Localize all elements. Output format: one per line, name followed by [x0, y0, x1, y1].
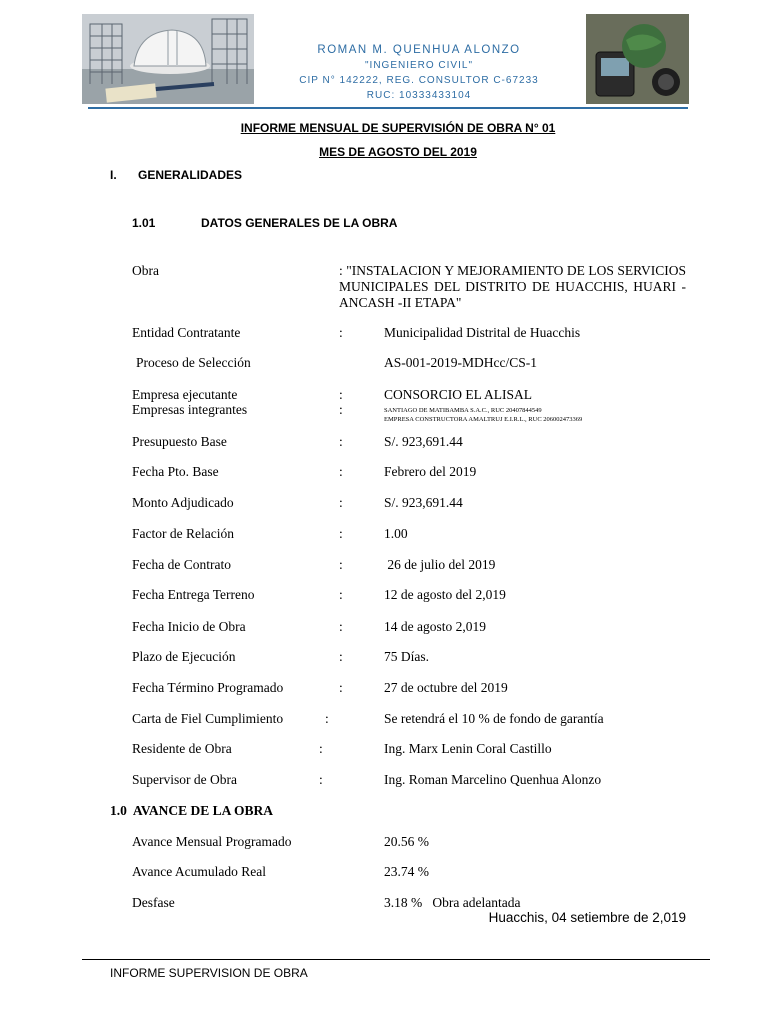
ejecutante-value: CONSORCIO EL ALISAL [384, 387, 533, 402]
desfase-value: 3.18 % Obra adelantada [384, 895, 521, 910]
plazo-label: Plazo de Ejecución [132, 649, 236, 664]
fecha-contrato-label: Fecha de Contrato [132, 557, 231, 572]
avance-real-label: Avance Acumulado Real [132, 864, 266, 879]
engineer-ruc: RUC: 10333433104 [366, 90, 472, 101]
obra-value: : "INSTALACION Y MEJORAMIENTO DE LOS SERVICIOS MUNICIPALES DEL DISTRITO DE HUACCHIS, HUARI - ANCASH -II ETAPA" [339, 263, 686, 310]
engineer-name: ROMAN M. QUENHUA ALONZO [317, 44, 521, 56]
fecha-pto-label: Fecha Pto. Base [132, 464, 219, 479]
supervisor-value: Ing. Roman Marcelino Quenhua Alonzo [384, 772, 602, 787]
section-number: I. [110, 168, 117, 182]
desfase-label: Desfase [132, 895, 175, 910]
carta-label: Carta de Fiel Cumplimiento [132, 711, 284, 726]
inicio-label: Fecha Inicio de Obra [132, 619, 246, 634]
proceso-label: Proceso de Selección [136, 355, 251, 370]
inicio-value: 14 de agosto 2,019 [384, 619, 486, 634]
entidad-value: Municipalidad Distrital de Huacchis [384, 325, 581, 340]
supervisor-label: Supervisor de Obra [132, 772, 237, 787]
carta-colon: : [325, 711, 329, 726]
monto-colon: : [339, 495, 343, 510]
fecha-contrato-value: 26 de julio del 2019 [384, 557, 496, 572]
proceso-value: AS-001-2019-MDHcc/CS-1 [384, 355, 537, 370]
ejecutante-label: Empresa ejecutante [132, 387, 238, 402]
ejecutante-colon: : [339, 387, 343, 402]
subsection-heading: DATOS GENERALES DE LA OBRA [201, 216, 398, 230]
termino-colon: : [339, 680, 343, 695]
carta-value: Se retendrá el 10 % de fondo de garantía [384, 711, 604, 726]
factor-colon: : [339, 526, 343, 541]
integrantes-colon: : [339, 402, 343, 417]
fecha-pto-colon: : [339, 464, 343, 479]
supervisor-colon: : [319, 772, 323, 787]
entrega-colon: : [339, 587, 343, 602]
fecha-contrato-colon: : [339, 557, 343, 572]
factor-label: Factor de Relación [132, 526, 234, 541]
section-heading: GENERALIDADES [138, 168, 243, 182]
header-rule [88, 107, 688, 109]
integrante-1: SANTIAGO DE MATIBAMBA S.A.C., RUC 20407844549 [384, 407, 542, 414]
presupuesto-colon: : [339, 434, 343, 449]
construction-logo-image [82, 14, 254, 104]
termino-value: 27 de octubre del 2019 [384, 680, 508, 695]
avance-programado-value: 20.56 % [384, 834, 429, 849]
residente-colon: : [319, 741, 323, 756]
residente-value: Ing. Marx Lenin Coral Castillo [384, 741, 552, 756]
surveying-equipment-image [586, 14, 689, 104]
avance-programado-label: Avance Mensual Programado [132, 834, 292, 849]
plazo-colon: : [339, 649, 343, 664]
footer-rule [82, 959, 710, 960]
footer-text: INFORME SUPERVISION DE OBRA [110, 966, 308, 980]
avance-heading: 1.0 AVANCE DE LA OBRA [110, 803, 274, 818]
residente-label: Residente de Obra [132, 741, 232, 756]
entrega-label: Fecha Entrega Terreno [132, 587, 255, 602]
presupuesto-label: Presupuesto Base [132, 434, 227, 449]
avance-real-value: 23.74 % [384, 864, 429, 879]
signature-date: Huacchis, 04 setiembre de 2,019 [488, 910, 686, 925]
presupuesto-value: S/. 923,691.44 [384, 434, 463, 449]
entrega-value: 12 de agosto del 2,019 [384, 587, 506, 602]
entidad-colon: : [339, 325, 343, 340]
integrantes-label: Empresas integrantes [132, 402, 248, 417]
monto-value: S/. 923,691.44 [384, 495, 463, 510]
entidad-label: Entidad Contratante [132, 325, 241, 340]
integrante-2: EMPRESA CONSTRUCTORA AMALTRUJ E.I.R.L., RUC 206002473369 [384, 416, 583, 423]
engineer-profession: "INGENIERO CIVIL" [364, 60, 473, 71]
fecha-pto-value: Febrero del 2019 [384, 464, 477, 479]
factor-value: 1.00 [384, 526, 408, 541]
inicio-colon: : [339, 619, 343, 634]
engineer-cip: CIP N° 142222, REG. CONSULTOR C-67233 [299, 75, 539, 86]
obra-label: Obra [132, 263, 159, 278]
monto-label: Monto Adjudicado [132, 495, 234, 510]
termino-label: Fecha Término Programado [132, 680, 284, 695]
plazo-value: 75 Días. [384, 649, 429, 664]
report-period: MES DE AGOSTO DEL 2019 [319, 145, 477, 159]
report-title: INFORME MENSUAL DE SUPERVISIÓN DE OBRA N° 01 [240, 121, 556, 135]
subsection-number: 1.01 [132, 216, 156, 230]
